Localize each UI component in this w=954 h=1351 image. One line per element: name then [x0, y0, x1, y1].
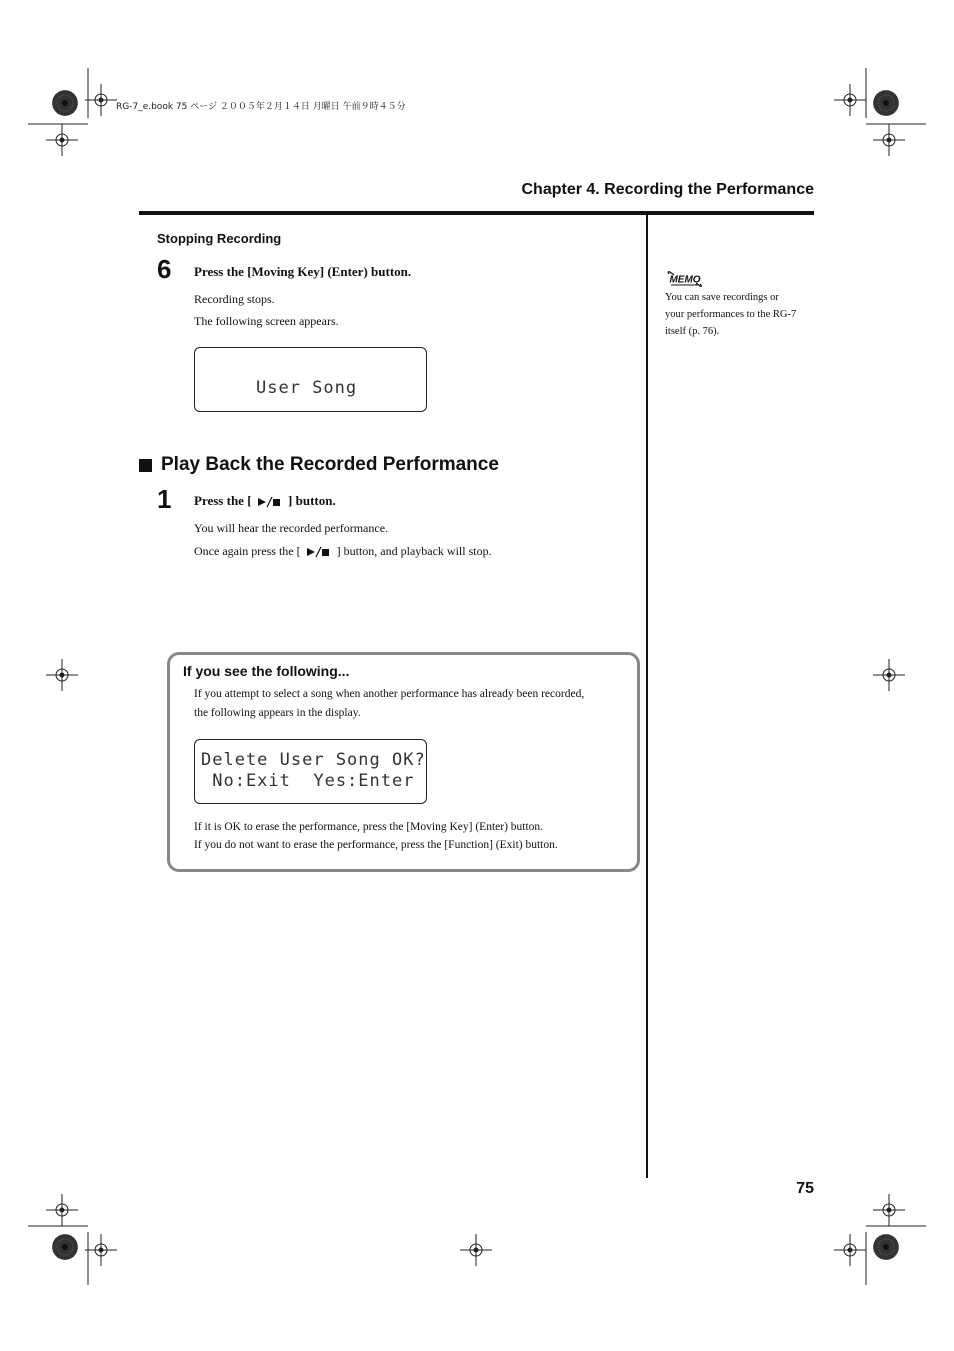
memo-line-2: your performances to the RG-7: [665, 308, 797, 320]
lcd-user-song: [194, 347, 427, 412]
step-1-text: [194, 493, 336, 509]
page-number: 75: [796, 1180, 814, 1197]
step-number-1: 1: [157, 484, 172, 514]
lcd-line-1: Delete User Song OK?: [201, 750, 426, 770]
playback-line-2-pre: Once again press the [: [194, 544, 301, 558]
header-rule: [139, 211, 814, 215]
note-intro-2: the following appears in the display.: [194, 707, 361, 719]
step-6-text: Press the [Moving Key] (Enter) button.: [194, 264, 412, 279]
stopping-line-1: Recording stops.: [194, 292, 275, 306]
stopping-heading: Stopping Recording: [157, 231, 282, 246]
playback-line-2: [194, 542, 492, 560]
memo-text: [665, 290, 815, 340]
memo-label: MEMO: [669, 274, 701, 286]
memo-line-1: You can save recordings or: [665, 292, 779, 303]
step-1-text-pre: Press the [: [194, 493, 252, 508]
step-1-text-post: ] button.: [288, 493, 336, 508]
note-outro-1: If it is OK to erase the performance, press the [Moving Key] (Enter) button.: [194, 821, 544, 833]
lcd-line: User Song: [256, 378, 358, 398]
square-bullet-icon: [139, 459, 152, 472]
column-divider: [646, 215, 648, 1178]
note-outro-2: If you do not want to erase the performance, press the [Function] (Exit) button.: [194, 839, 558, 851]
section-heading: [139, 454, 499, 476]
step-number-6: 6: [157, 254, 172, 284]
playback-line-1: You will hear the recorded performance.: [194, 521, 389, 535]
lcd-delete-confirm: [194, 739, 427, 804]
note-title: If you see the following...: [183, 663, 350, 679]
playback-line-2-post: ] button, and playback will stop.: [336, 544, 492, 558]
section-heading-text: Play Back the Recorded Performance: [161, 454, 499, 475]
play-stop-icon: [257, 496, 283, 508]
chapter-title: Chapter 4. Recording the Performance: [521, 181, 814, 198]
stopping-line-2: The following screen appears.: [194, 314, 339, 328]
lcd-line-2: No:Exit Yes:Enter: [201, 771, 415, 791]
play-stop-icon: [306, 546, 332, 558]
memo-icon: [666, 270, 704, 288]
file-info: RG-7_e.book 75 ページ ２００５年２月１４日 月曜日 午前９時４５分: [116, 102, 406, 112]
memo-line-3: itself (p. 76).: [665, 325, 720, 337]
note-intro-1: If you attempt to select a song when another performance has already been recorded,: [194, 688, 585, 700]
